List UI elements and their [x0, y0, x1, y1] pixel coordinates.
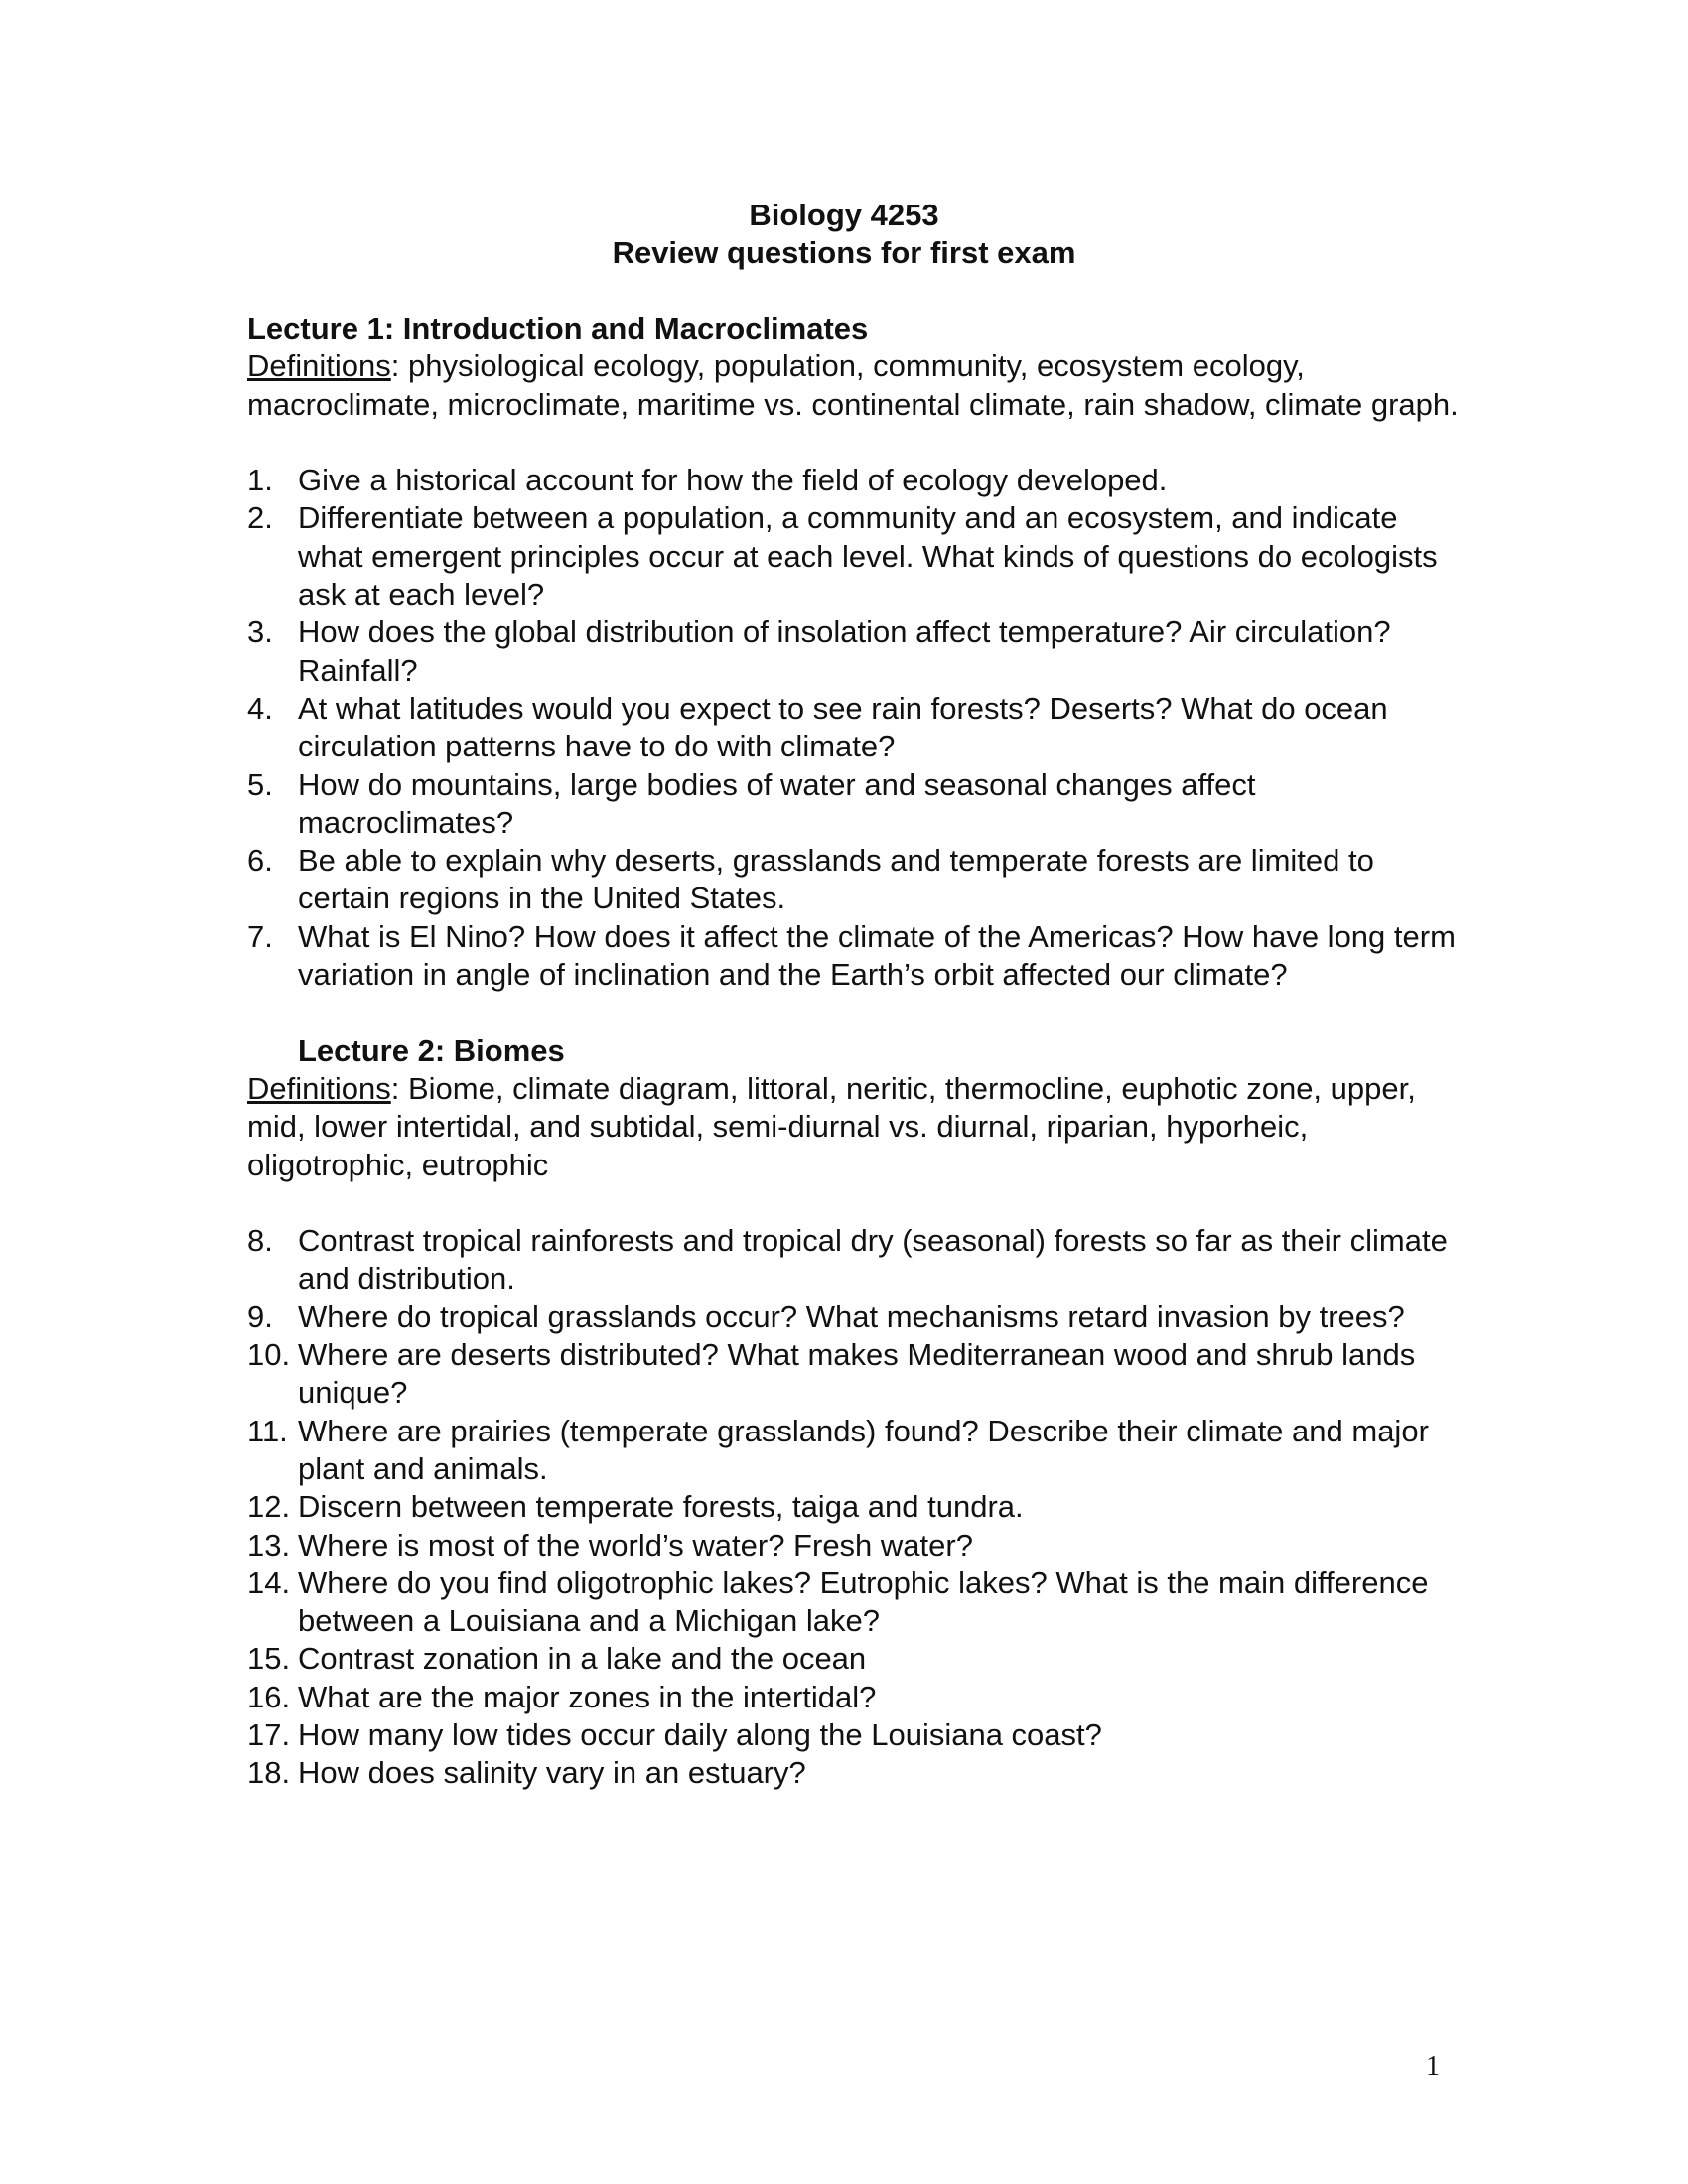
question-text: Where are deserts distributed? What makes Mediterranean wood and shrub lands unique? [298, 1337, 1416, 1411]
question-number: 4. [247, 690, 273, 726]
question-number: 11. [247, 1413, 288, 1448]
spacer [247, 994, 1469, 1031]
question-item [247, 462, 1469, 499]
spacer [247, 424, 1469, 462]
question-text: How does the global distribution of insolation affect temperature? Air circulation? Rainfall? [298, 614, 1391, 688]
question-item [247, 1488, 1469, 1526]
definitions-label: Definitions [247, 348, 391, 384]
question-text: How do mountains, large bodies of water and seasonal changes affect macroclimates? [298, 766, 1256, 840]
question-number: 14. [247, 1565, 291, 1600]
question-number: 5. [247, 766, 273, 802]
question-number: 3. [247, 614, 273, 650]
question-item [247, 766, 1469, 843]
question-item [247, 499, 1469, 614]
question-text: What are the major zones in the intertidal? [298, 1679, 877, 1714]
question-item [247, 1527, 1469, 1565]
lecture1-definitions [247, 347, 1469, 424]
question-number: 17. [247, 1716, 291, 1752]
question-number: 10. [247, 1337, 291, 1373]
lecture1-heading: Lecture 1: Introduction and Macroclimates [247, 311, 869, 345]
page-number: 1 [1426, 2051, 1440, 2082]
question-number: 7. [247, 918, 273, 954]
question-item [247, 1298, 1469, 1336]
question-item [247, 1222, 1469, 1298]
title-block [0, 197, 1688, 272]
definitions-text: : physiological ecology, population, community, ecosystem ecology, macroclimate, microclimate, maritime vs. continental climate, rain shadow, climate graph. [247, 348, 1459, 422]
question-text: At what latitudes would you expect to see rain forests? Deserts? What do ocean circulation patterns have to do with climate? [298, 690, 1388, 764]
definitions-label: Definitions [247, 1070, 391, 1106]
question-text: Contrast tropical rainforests and tropical dry (seasonal) forests so far as their climate and distribution. [298, 1223, 1448, 1297]
question-item [247, 1640, 1469, 1678]
question-number: 13. [247, 1527, 291, 1563]
question-number: 6. [247, 843, 273, 879]
question-number: 18. [247, 1755, 291, 1791]
question-text: How does salinity vary in an estuary? [298, 1755, 806, 1791]
lecture1-questions [247, 462, 1469, 994]
lecture2-heading: Lecture 2: Biomes [298, 1032, 565, 1068]
question-item [247, 1754, 1469, 1792]
question-text: Be able to explain why deserts, grasslands and temperate forests are limited to certain regions in the United States. [298, 843, 1374, 916]
question-text: Where is most of the world’s water? Fresh water? [298, 1527, 973, 1563]
question-number: 9. [247, 1298, 273, 1334]
question-text: Discern between temperate forests, taiga and tundra. [298, 1489, 1024, 1525]
question-text: Where are prairies (temperate grasslands) found? Describe their climate and major plant and animals. [298, 1413, 1429, 1486]
course-title: Biology 4253 [749, 198, 939, 232]
exam-subtitle: Review questions for first exam [612, 235, 1076, 270]
question-item [247, 842, 1469, 918]
question-text: Give a historical account for how the field of ecology developed. [298, 463, 1168, 498]
question-item [247, 614, 1469, 690]
question-item [247, 1413, 1469, 1489]
main-content [247, 310, 1469, 1793]
question-text: How many low tides occur daily along the Louisiana coast? [298, 1716, 1102, 1752]
question-text: Where do tropical grasslands occur? What mechanisms retard invasion by trees? [298, 1298, 1405, 1334]
question-number: 2. [247, 500, 273, 536]
question-item [247, 1716, 1469, 1754]
definitions-text: : Biome, climate diagram, littoral, neritic, thermocline, euphotic zone, upper, mid, lower intertidal, and subtidal, semi-diurnal vs. diurnal, riparian, hyporheic, oligotrophic, eutrophic [247, 1070, 1416, 1182]
question-item [247, 1565, 1469, 1641]
question-text: Differentiate between a population, a community and an ecosystem, and indicate what emergent principles occur at each level. What kinds of questions do ecologists ask at each level? [298, 500, 1438, 613]
lecture2-definitions [247, 1070, 1469, 1184]
question-item [247, 1679, 1469, 1716]
question-number: 8. [247, 1223, 273, 1259]
question-number: 12. [247, 1489, 291, 1525]
lecture2-questions [247, 1222, 1469, 1792]
question-text: Where do you find oligotrophic lakes? Eutrophic lakes? What is the main difference between a Louisiana and a Michigan lake? [298, 1565, 1429, 1639]
question-number: 16. [247, 1679, 291, 1714]
question-item [247, 918, 1469, 995]
question-number: 1. [247, 463, 273, 498]
question-text: What is El Nino? How does it affect the climate of the Americas? How have long term variation in angle of inclination and the Earth’s orbit affected our climate? [298, 918, 1456, 993]
spacer [247, 1184, 1469, 1222]
question-number: 15. [247, 1641, 291, 1677]
question-text: Contrast zonation in a lake and the ocean [298, 1641, 867, 1677]
question-item [247, 1336, 1469, 1413]
question-item [247, 690, 1469, 766]
